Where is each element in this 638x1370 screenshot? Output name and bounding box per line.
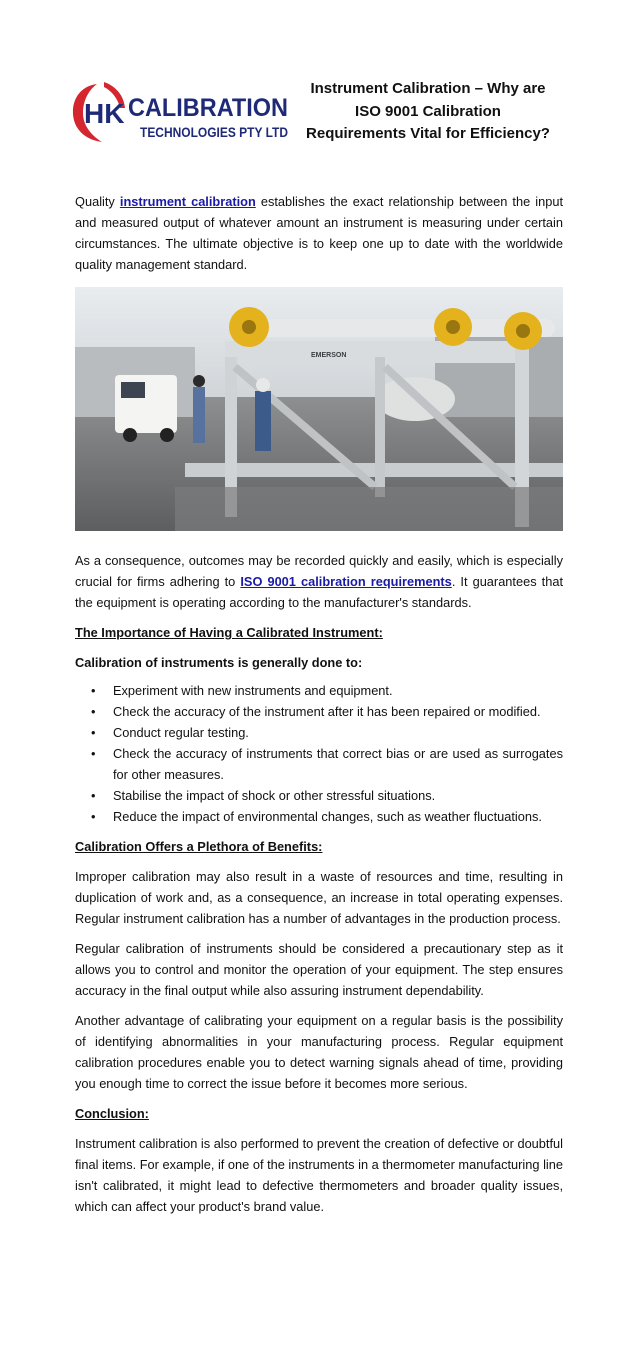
list-item <box>91 722 563 743</box>
consequence-paragraph <box>75 550 563 613</box>
calibration-subheading: Calibration of instruments is generally done to: <box>75 655 363 670</box>
worker <box>193 387 205 443</box>
intro-paragraph <box>75 191 563 275</box>
consequence-text-start: As a consequence, outcomes may be recorded quickly and easily, which is especially crucial for firms adhering to <box>75 553 563 589</box>
hero-photo <box>75 287 563 531</box>
list-item <box>91 806 563 827</box>
list-item <box>91 743 563 785</box>
flange-center <box>446 320 460 334</box>
list-item-text: Experiment with new instruments and equipment. <box>113 683 393 698</box>
bullet-icon: • <box>91 725 96 740</box>
truck-window <box>121 382 145 398</box>
pipe-rack-post <box>375 357 385 497</box>
list-item-text: Stabilise the impact of shock or other stressful situations. <box>113 788 436 803</box>
importance-heading: The Importance of Having a Calibrated Instrument: <box>75 625 383 640</box>
emerson-sign: EMERSON <box>311 352 347 359</box>
list-item <box>91 680 563 701</box>
worker-head <box>193 375 205 387</box>
conclusion-paragraph: Instrument calibration is also performed to prevent the creation of defective or doubtful final items. For example, if one of the instruments in a thermometer manufacturing line isn't calibrated, it might lead to defective thermometers and broader quality issues, which can affect your product's brand value. <box>75 1136 563 1214</box>
company-logo <box>70 80 292 146</box>
bullet-icon: • <box>91 683 96 698</box>
title-line: Requirements Vital for Efficiency? <box>306 125 550 142</box>
truck-wheel <box>160 428 174 442</box>
list-item <box>91 785 563 806</box>
list-item-text: Reduce the impact of environmental changes, such as weather fluctuations. <box>113 809 542 824</box>
bullet-icon: • <box>91 788 96 803</box>
bullet-icon: • <box>91 704 96 719</box>
instrument-calibration-link[interactable]: instrument calibration <box>119 194 256 209</box>
title-line: ISO 9001 Calibration <box>355 102 501 120</box>
truck-wheel <box>123 428 137 442</box>
consequence-text-end: . It guarantees that the equipment is operating according to the manufacturer's standards. <box>75 574 564 610</box>
worker-head <box>256 378 270 392</box>
intro-text-start: Quality <box>75 194 120 209</box>
flange-center <box>516 324 530 338</box>
list-item-text: Check the accuracy of instruments that correct bias or are used as surrogates for other measures. <box>113 746 563 782</box>
bullet-icon: • <box>91 746 96 761</box>
benefit-paragraph: Another advantage of calibrating your equipment on a regular basis is the possibility of identifying abnormalities in your manufacturing process. Regular equipment calibration procedures enable you to detect warning signals ahead of time, providing you enough time to correct the issue before it becomes more serious. <box>75 1013 563 1091</box>
logo-word: CALIBRATION <box>128 94 288 122</box>
worker <box>255 391 271 451</box>
flange-center <box>242 320 256 334</box>
conclusion-heading: Conclusion: <box>75 1106 149 1121</box>
benefits-heading: Calibration Offers a Plethora of Benefits: <box>75 839 323 854</box>
list-item <box>91 701 563 722</box>
list-item-text: Check the accuracy of the instrument after it has been repaired or modified. <box>113 704 541 719</box>
benefit-paragraph: Improper calibration may also result in a waste of resources and time, resulting in duplication of work and, as a consequence, an increase in total operating expenses. Regular instrument calibration has a number of advantages in the production process. <box>75 869 563 926</box>
bullet-icon: • <box>91 809 96 824</box>
article-body <box>75 191 563 1226</box>
reasons-list <box>75 680 563 827</box>
title-line: Instrument Calibration – Why are <box>310 80 546 97</box>
iso-9001-link[interactable]: ISO 9001 calibration requirements <box>240 574 452 589</box>
list-item-text: Conduct regular testing. <box>113 725 249 740</box>
logo-subtitle: TECHNOLOGIES PTY LTD <box>140 124 288 140</box>
benefit-paragraph: Regular calibration of instruments should be considered a precautionary step as it allows you to control and monitor the operation of your equipment. The step ensures accuracy in the final output while also assuring instrument dependability. <box>75 941 563 998</box>
document-title <box>292 78 564 146</box>
logo-initials: HK <box>84 98 125 129</box>
intro-text-end: establishes the exact relationship between the input and measured output of whatever amount an instrument is measuring under certain circumstances. The ultimate objective is to keep one up to date with the worldwide quality management standard. <box>75 194 563 272</box>
grating-deck <box>175 487 563 531</box>
